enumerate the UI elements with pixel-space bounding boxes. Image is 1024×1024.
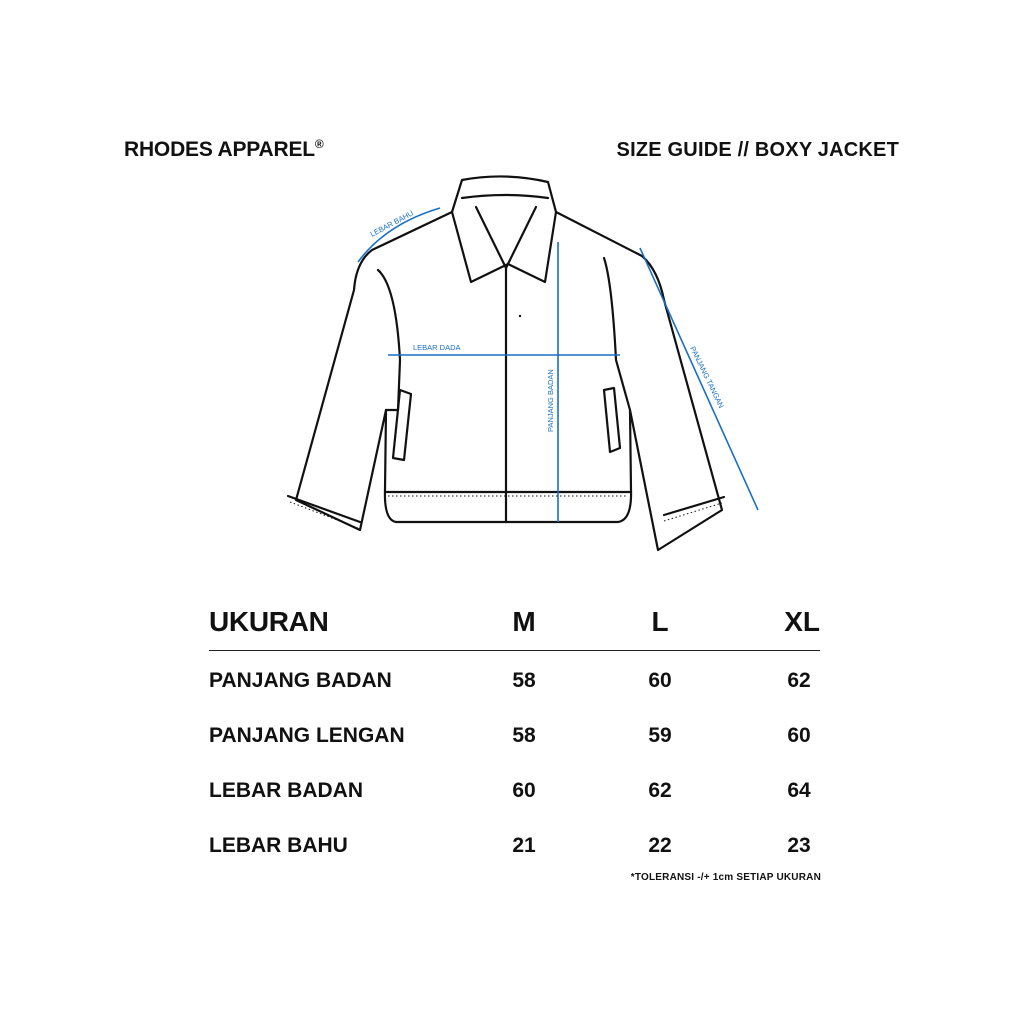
collar-notch-right [506, 207, 536, 268]
cell-m: 60 [512, 779, 536, 802]
column-header-m: M [512, 606, 536, 637]
column-header-xl: XL [784, 606, 820, 637]
tolerance-note: *TOLERANSI -/+ 1cm SETIAP UKURAN [630, 872, 821, 883]
left-pocket [393, 390, 411, 460]
sleeve-length-measure-line [640, 248, 758, 510]
cell-m: 58 [512, 669, 536, 692]
body-length-label: PANJANG BADAN [546, 369, 555, 432]
table-row [209, 724, 820, 779]
cell-xl: 23 [787, 834, 811, 857]
table-row [209, 669, 820, 724]
shoulder-label: LEBAR BAHU [368, 208, 415, 239]
cell-l: 62 [648, 779, 672, 802]
cell-l: 59 [648, 724, 672, 747]
registered-mark: ® [314, 137, 324, 151]
cell-xl: 60 [787, 724, 811, 747]
row-label: LEBAR BADAN [209, 779, 363, 802]
row-label: LEBAR BAHU [209, 834, 348, 857]
column-header-ukuran: UKURAN [209, 606, 329, 637]
right-shoulder-seam [604, 258, 630, 410]
sleeve-length-label: PANJANG TANGAN [688, 344, 726, 410]
cell-l: 22 [648, 834, 672, 857]
column-header-l: L [651, 606, 669, 637]
row-label: PANJANG LENGAN [209, 724, 405, 747]
table-header [209, 604, 820, 651]
brand-text: RHODES APPAREL [124, 138, 315, 161]
size-table [209, 604, 820, 889]
right-pocket [604, 388, 620, 452]
left-shoulder-seam [378, 270, 400, 410]
chest-label: LEBAR DADA [413, 343, 461, 352]
cell-l: 60 [648, 669, 672, 692]
right-cuff [664, 497, 724, 515]
cell-xl: 62 [787, 669, 811, 692]
collar-inner [462, 195, 548, 198]
cell-m: 58 [512, 724, 536, 747]
zipper-pull [519, 315, 521, 317]
cell-xl: 64 [787, 779, 811, 802]
cell-m: 21 [512, 834, 536, 857]
row-label: PANJANG BADAN [209, 669, 392, 692]
table-row [209, 779, 820, 834]
page-title: SIZE GUIDE // BOXY JACKET [616, 139, 899, 161]
collar-notch-left [476, 207, 506, 268]
left-cuff [288, 496, 360, 522]
